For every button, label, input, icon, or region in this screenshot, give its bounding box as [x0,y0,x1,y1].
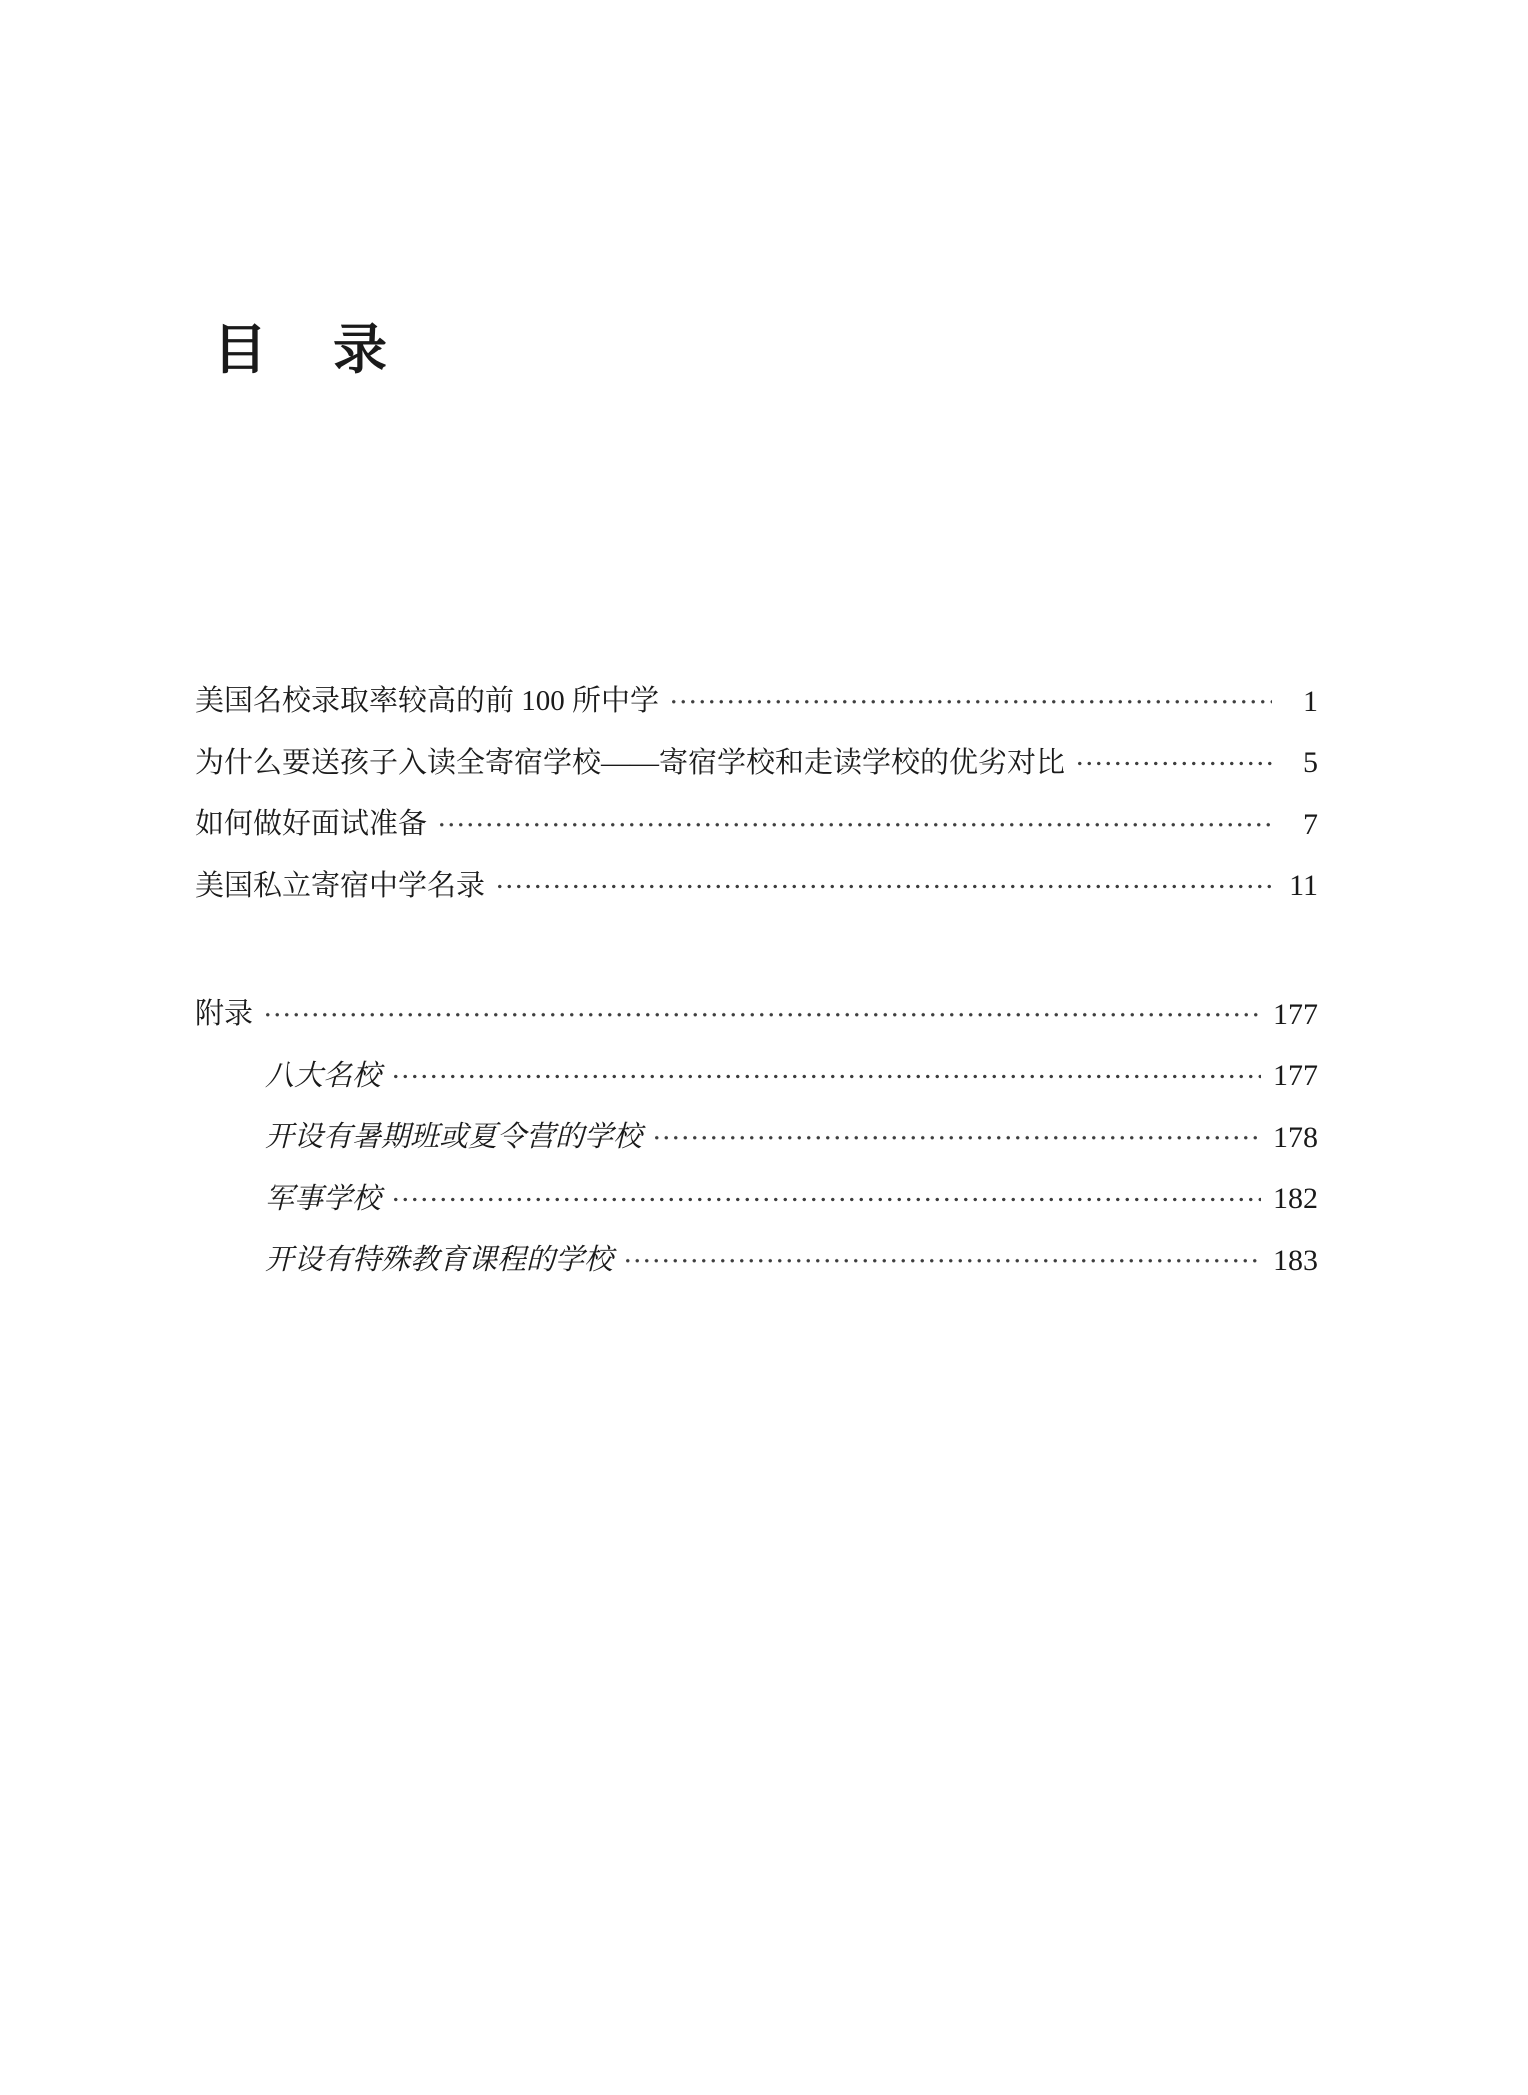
toc-entry-page: 5 [1303,746,1318,780]
toc-entry-page: 7 [1303,807,1318,841]
dot-leader [1073,733,1272,795]
toc-entry-label: 开设有暑期班或夏令营的学校 [265,1121,643,1154]
toc-entry-page: 178 [1273,1120,1318,1154]
toc-entry-page: 182 [1273,1182,1318,1216]
toc-entry [195,1230,1318,1292]
toc-entry-label: 美国名校录取率较高的前 100 所中学 [195,685,660,718]
toc-list [195,671,1318,1292]
dot-leader [621,1230,1261,1292]
toc-entry-page: 183 [1273,1243,1318,1277]
toc-entry [195,856,1318,918]
toc-entry-page: 1 [1303,684,1318,718]
toc-entry-label: 为什么要送孩子入读全寄宿学校——寄宿学校和走读学校的优劣对比 [195,746,1066,779]
toc-entry-label: 八大名校 [265,1059,382,1092]
toc-entry [195,984,1318,1046]
toc-entry-label: 美国私立寄宿中学名录 [195,869,486,902]
toc-entry-page: 177 [1273,997,1318,1031]
dot-leader [389,1169,1261,1231]
dot-leader [435,794,1272,856]
toc-entry-label: 如何做好面试准备 [195,808,428,841]
toc-entry [195,1046,1318,1108]
toc-entry [195,794,1318,856]
toc-entry-page: 11 [1289,869,1318,903]
page-title: 目 录 [213,320,393,381]
dot-leader [389,1046,1261,1108]
toc-entry [195,733,1318,795]
toc-entry-label: 附录 [195,998,254,1031]
toc-entry [195,671,1318,733]
toc-entry [195,1107,1318,1169]
toc-entry-label: 军事学校 [265,1182,382,1215]
dot-leader [667,671,1272,733]
dot-leader [261,984,1261,1046]
toc-entry [195,1169,1318,1231]
dot-leader [493,856,1272,918]
toc-entry-page: 177 [1273,1059,1318,1093]
toc-entry-label: 开设有特殊教育课程的学校 [265,1244,614,1277]
dot-leader [650,1107,1261,1169]
section-spacer [195,917,1318,984]
